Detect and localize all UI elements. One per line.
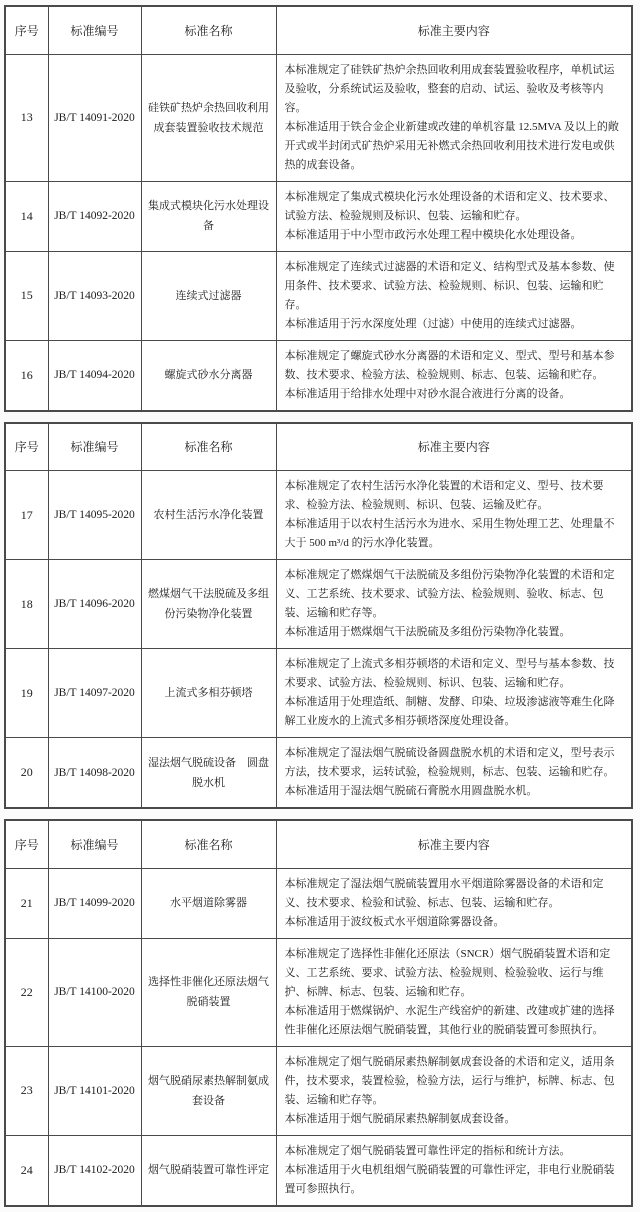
content-paragraph-scope: 本标准规定了螺旋式砂水分离器的术语和定义、型式、型号和基本参数、技术要求、检验方法、检验规则、标志、包装、运输和贮存。 [284,349,615,381]
content-paragraph-scope: 本标准规定了燃煤烟气干法脱硫及多组份污染物净化装置的术语和定义、工艺系统、技术要求、试验方法、检验规则、验收、标志、包装、运输和贮存等。 [284,569,615,619]
content-cell [276,938,632,1046]
column-header-seq: 序号 [5,820,48,868]
code-cell: JB/T 14094-2020 [48,340,141,411]
seq-cell: 24 [5,1135,48,1206]
column-header-code: 标准编号 [48,820,141,868]
code-cell: JB/T 14102-2020 [48,1135,141,1206]
content-paragraph-application: 本标准适用于以农村生活污水为进水、采用生物处理工艺、处理量不大于 500 m³/d 的污水净化装置。 [284,518,615,549]
standards-table-1 [4,5,633,412]
name-cell: 连续式过滤器 [141,251,276,340]
name-cell: 硅铁矿热炉余热回收利用成套装置验收技术规范 [141,54,276,181]
content-paragraph-application: 本标准适用于铁合金企业新建或改建的单机容量 12.5MVA 及以上的敞开式或半封闭式矿热炉采用无补燃式余热回收利用技术进行发电或供热的成套设备。 [284,120,619,171]
column-header-code: 标准编号 [48,423,141,471]
code-cell: JB/T 14096-2020 [48,560,141,649]
table-row [5,560,632,649]
table-header-row [5,423,632,471]
content-paragraph-scope: 本标准规定了连续式过滤器的术语和定义、结构型式及基本参数、使用条件、技术要求、试验方法、检验规则、标识、包装、运输和贮存。 [284,260,615,311]
content-paragraph-application: 本标准适用于中小型市政污水处理工程中模块化水处理设备。 [284,228,582,241]
seq-cell: 23 [5,1046,48,1135]
table-row [5,1135,632,1206]
content-cell [276,738,632,809]
content-cell [276,54,632,181]
table-header-row [5,6,632,54]
name-cell: 选择性非催化还原法烟气脱硝装置 [141,938,276,1046]
content-cell [276,560,632,649]
content-paragraph-scope: 本标准规定了集成式模块化污水处理设备的术语和定义、技术要求、试验方法、检验规则及标识、包装、运输和贮存。 [284,190,615,222]
table-row [5,868,632,938]
standards-table-2 [4,422,633,810]
column-header-seq: 序号 [5,423,48,471]
column-header-content: 标准主要内容 [276,423,632,471]
table-row [5,340,632,411]
content-paragraph-scope: 本标准规定了烟气脱硝装置可靠性评定的指标和统计方法。 [284,1144,571,1157]
table-row [5,649,632,738]
column-header-code: 标准编号 [48,6,141,54]
content-paragraph-application: 本标准适用于燃煤烟气干法脱硫及多组份污染物净化装置。 [284,626,571,638]
code-cell: JB/T 14092-2020 [48,181,141,251]
seq-cell: 18 [5,560,48,649]
content-cell [276,649,632,738]
content-paragraph-application: 本标准适用于湿法烟气脱硫石膏脱水用圆盘脱水机。 [284,785,538,797]
seq-cell: 19 [5,649,48,738]
code-cell: JB/T 14101-2020 [48,1046,141,1135]
seq-cell: 22 [5,938,48,1046]
seq-cell: 21 [5,868,48,938]
name-cell: 烟气脱硝尿素热解制氨成套设备 [141,1046,276,1135]
name-cell: 集成式模块化污水处理设备 [141,181,276,251]
code-cell: JB/T 14091-2020 [48,54,141,181]
column-header-name: 标准名称 [141,820,276,868]
content-paragraph-scope: 本标准规定了选择性非催化还原法（SNCR）烟气脱硝装置术语和定义、工艺系统、要求、试验方法、检验规则、检验验收、运行与维护、标牌、标志、包装、运输和贮存。 [284,947,611,998]
name-cell: 螺旋式砂水分离器 [141,340,276,411]
table-row [5,938,632,1046]
table-header-row [5,820,632,868]
table-row [5,251,632,340]
content-cell [276,251,632,340]
content-cell [276,181,632,251]
seq-cell: 17 [5,471,48,560]
content-cell [276,340,632,411]
content-paragraph-application: 本标准适用于烟气脱硝尿素热解制氨成套设备。 [284,1112,516,1125]
content-paragraph-application: 本标准适用于给排水处理中对砂水混合液进行分离的设备。 [284,387,571,400]
code-cell: JB/T 14098-2020 [48,738,141,809]
table-row [5,54,632,181]
name-cell: 农村生活污水净化装置 [141,471,276,560]
standards-table-3 [4,819,633,1207]
seq-cell: 14 [5,181,48,251]
name-cell: 水平烟道除雾器 [141,868,276,938]
content-paragraph-scope: 本标准规定了硅铁矿热炉余热回收利用成套装置验收程序，单机试运及验收，分系统试运及验收，整套的启动、试运、验收及考核等内容。 [284,63,615,114]
content-cell [276,868,632,938]
content-paragraph-scope: 本标准规定了烟气脱硝尿素热解制氨成套设备的术语和定义，适用条件，技术要求，装置检验，检验方法，运行与维护，标牌、标志、包装、运输和贮存等。 [284,1055,615,1106]
seq-cell: 20 [5,738,48,809]
table-row [5,738,632,809]
content-paragraph-scope: 本标准规定了湿法烟气脱硫设备圆盘脱水机的术语和定义，型号表示方法，技术要求，运转试验，检验规则，标志、包装、运输和贮存。 [284,747,615,778]
code-cell: JB/T 14099-2020 [48,868,141,938]
code-cell: JB/T 14093-2020 [48,251,141,340]
code-cell: JB/T 14095-2020 [48,471,141,560]
name-cell: 上流式多相芬顿塔 [141,649,276,738]
table-row [5,1046,632,1135]
content-paragraph-scope: 本标准规定了农村生活污水净化装置的术语和定义、型号、技术要求、检验方法、检验规则、标识、包装、运输及贮存。 [284,480,604,511]
content-paragraph-application: 本标准适用于波纹板式水平烟道除雾器设备。 [284,915,505,928]
code-cell: JB/T 14100-2020 [48,938,141,1046]
name-cell: 燃煤烟气干法脱硫及多组份污染物净化装置 [141,560,276,649]
table-row [5,471,632,560]
content-paragraph-application: 本标准适用于污水深度处理（过滤）中使用的连续式过滤器。 [284,317,582,330]
content-cell [276,471,632,560]
column-header-name: 标准名称 [141,423,276,471]
content-paragraph-application: 本标准适用于火电机组烟气脱硝装置的可靠性评定，非电行业脱硝装置可参照执行。 [284,1163,615,1195]
name-cell: 湿法烟气脱硫设备 圆盘脱水机 [141,738,276,809]
content-paragraph-scope: 本标准规定了上流式多相芬顿塔的术语和定义、型号与基本参数、技术要求、试验方法、检验规则、标识、包装、运输和贮存。 [284,658,615,689]
seq-cell: 15 [5,251,48,340]
name-cell: 烟气脱硝装置可靠性评定 [141,1135,276,1206]
seq-cell: 16 [5,340,48,411]
column-header-name: 标准名称 [141,6,276,54]
seq-cell: 13 [5,54,48,181]
content-paragraph-application: 本标准适用于燃煤锅炉、水泥生产线窑炉的新建、改建或扩建的选择性非催化还原法烟气脱硝装置，其他行业的脱硝装置可参照执行。 [284,1004,615,1036]
content-cell [276,1135,632,1206]
content-paragraph-application: 本标准适用于处理造纸、制糖、发酵、印染、垃圾渗滤液等难生化降解工业废水的上流式多相芬顿塔深度处理设备。 [284,696,615,727]
content-paragraph-scope: 本标准规定了湿法烟气脱硫装置用水平烟道除雾器设备的术语和定义、技术要求、检验和试验、标志、包装、运输和贮存。 [284,877,604,909]
column-header-content: 标准主要内容 [276,6,632,54]
table-row [5,181,632,251]
column-header-content: 标准主要内容 [276,820,632,868]
column-header-seq: 序号 [5,6,48,54]
code-cell: JB/T 14097-2020 [48,649,141,738]
content-cell [276,1046,632,1135]
